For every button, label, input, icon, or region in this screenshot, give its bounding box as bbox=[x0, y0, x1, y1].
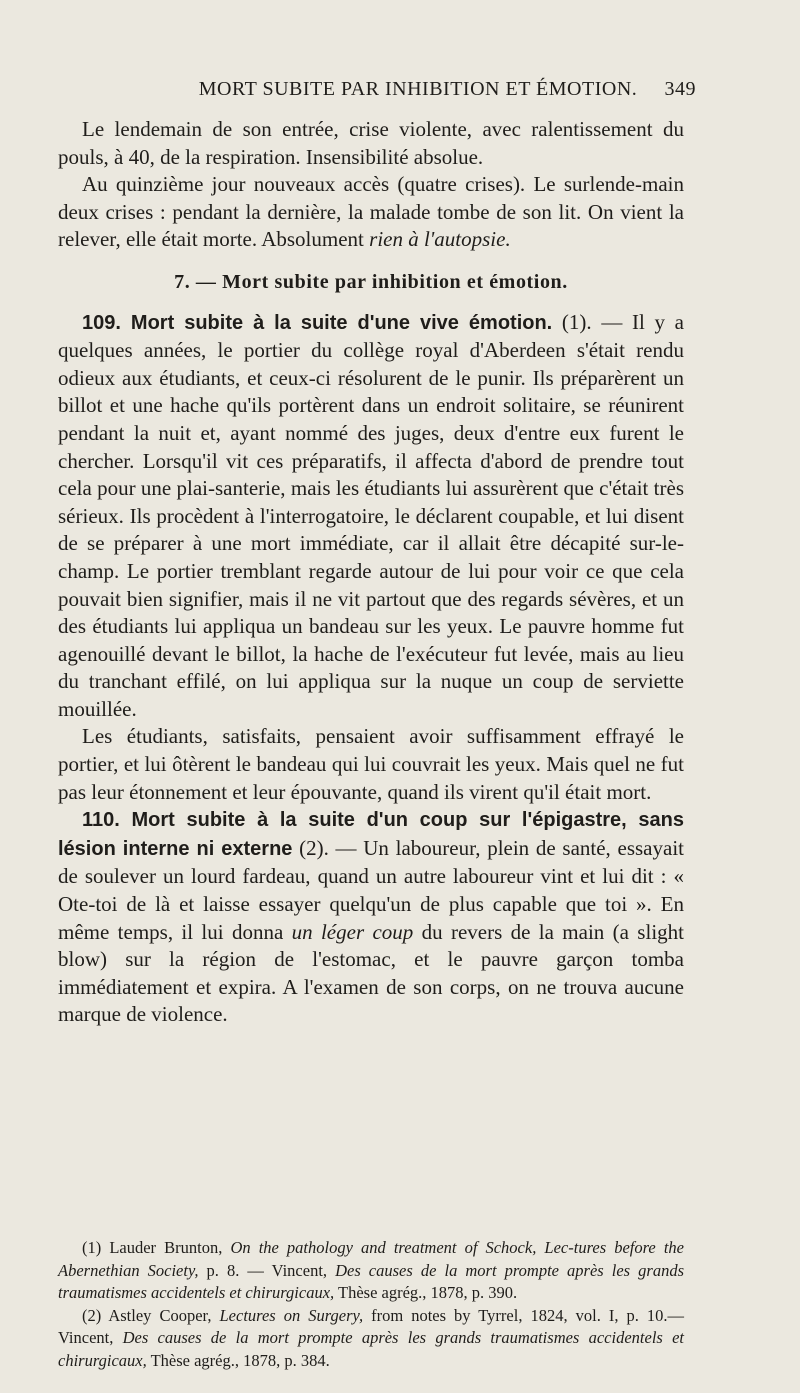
footnote-1 bbox=[58, 1237, 684, 1305]
paragraph-text: Au quinzième jour nouveaux accès (quatre crises). Le surlende-main deux crises : pendant la dernière, la malade tombe de son lit. On vient la relever, elle était morte. Absolument bbox=[58, 172, 684, 252]
paragraph-text: du revers de la main (a slight blow) sur la région de l'estomac, et le pauvre garçon tomba immédiatement et expira. A l'examen de son corps, on ne trouva aucune marque de violence. bbox=[58, 919, 684, 1027]
section-title: 7. — Mort subite par inhibition et émotion. bbox=[174, 270, 568, 293]
paragraph-text: (1). — Il y a quelques années, le portier du collège royal d'Aberdeen s'était rendu odieux aux étudiants, et ceux-ci résolurent de le punir. Ils préparèrent un billot et une hache qu'ils portèrent dans un endroit solitaire, se réunirent pendant la nuit et, ayant nommé des juges, deux d'entre eux furent le chercher. Lorsqu'il vit ces préparatifs, il affecta d'abord de prendre tout cela pour une plai-santerie, mais les étudiants lui assurèrent que c'était très sérieux. Ils procèdent à l'interrogatoire, le déclarent coupable, et lui disent de se préparer à une mort immédiate, car il allait être décapité sur-le-champ. Le portier tremblant regarde autour de lui pour voir ce que cela pouvait bien signifier, mais il ne vit partout que des regards sévères, et un des étudiants lui appliqua un bandeau sur les yeux. Le pauvre homme fut agenouillé devant le billot, la hache de l'exécuteur fut levée, mais au lieu du tranchant effilé, on lui appliqua sur la nuque un coup de serviette mouillée. bbox=[58, 309, 684, 721]
paragraph bbox=[58, 171, 684, 254]
footnote-text: Thèse agrég., 1878, p. 384. bbox=[146, 1350, 330, 1370]
footnote-2 bbox=[58, 1305, 684, 1373]
italic-text: un léger coup bbox=[291, 919, 414, 944]
paragraph bbox=[58, 723, 684, 806]
paragraph bbox=[58, 116, 684, 171]
case-paragraph-109 bbox=[58, 309, 684, 724]
case-heading: 110. Mort subite à la suite d'un coup sur l'épigastre, sans lésion interne ni externe bbox=[58, 809, 684, 860]
footnote-text: p. 8. — Vincent, bbox=[198, 1260, 336, 1280]
footnotes bbox=[58, 1237, 684, 1372]
footnote-italic: Des causes de la mort prompte après les grands traumatismes accidentels et chirurgicaux, bbox=[58, 1260, 684, 1302]
footnote-text: (1) Lauder Brunton, bbox=[82, 1238, 231, 1257]
footnote-text: (2) Astley Cooper, bbox=[82, 1305, 220, 1325]
paragraph-text: (2). — Un laboureur, plein de santé, essayait de soulever un lourd fardeau, quand un autre laboureur vint et lui dit : « Ote-toi de là et laisse essayer quelqu'un de plus capable que toi ». En même temps, il lui donna bbox=[58, 835, 684, 944]
footnote-italic: Des causes de la mort prompte après les grands traumatismes accidentels et chirurgicaux, bbox=[58, 1328, 684, 1370]
footnote-text: from notes by Tyrrel, 1824, vol. I, p. 10.— Vincent, bbox=[58, 1305, 684, 1347]
case-heading: 109. Mort subite à la suite d'une vive émotion. bbox=[82, 311, 553, 334]
footnote-italic: Lectures on Surgery, bbox=[219, 1305, 364, 1325]
page-number: 349 bbox=[664, 78, 696, 100]
main-text bbox=[58, 116, 684, 1029]
case-paragraph-110 bbox=[58, 806, 684, 1029]
footnote-italic: On the pathology and treatment of Schock, Lec-tures before the Abernethian Society, bbox=[58, 1238, 684, 1280]
paragraph-text: Le lendemain de son entrée, crise violente, avec ralentissement du pouls, à 40, de la respiration. Insensibilité absolue. bbox=[58, 117, 684, 169]
running-header bbox=[148, 78, 696, 101]
paragraph-text: Les étudiants, satisfaits, pensaient avoir suffisamment effrayé le portier, et lui ôtèrent le bandeau qui lui couvrait les yeux. Mais quel ne fut pas leur étonnement et leur épouvante, quand ils virent qu'il était mort. bbox=[58, 724, 684, 804]
footnote-text: Thèse agrég., 1878, p. 390. bbox=[334, 1283, 518, 1302]
italic-text: rien à l'autopsie. bbox=[369, 227, 511, 252]
running-title: MORT SUBITE PAR INHIBITION ET ÉMOTION. bbox=[198, 78, 638, 100]
